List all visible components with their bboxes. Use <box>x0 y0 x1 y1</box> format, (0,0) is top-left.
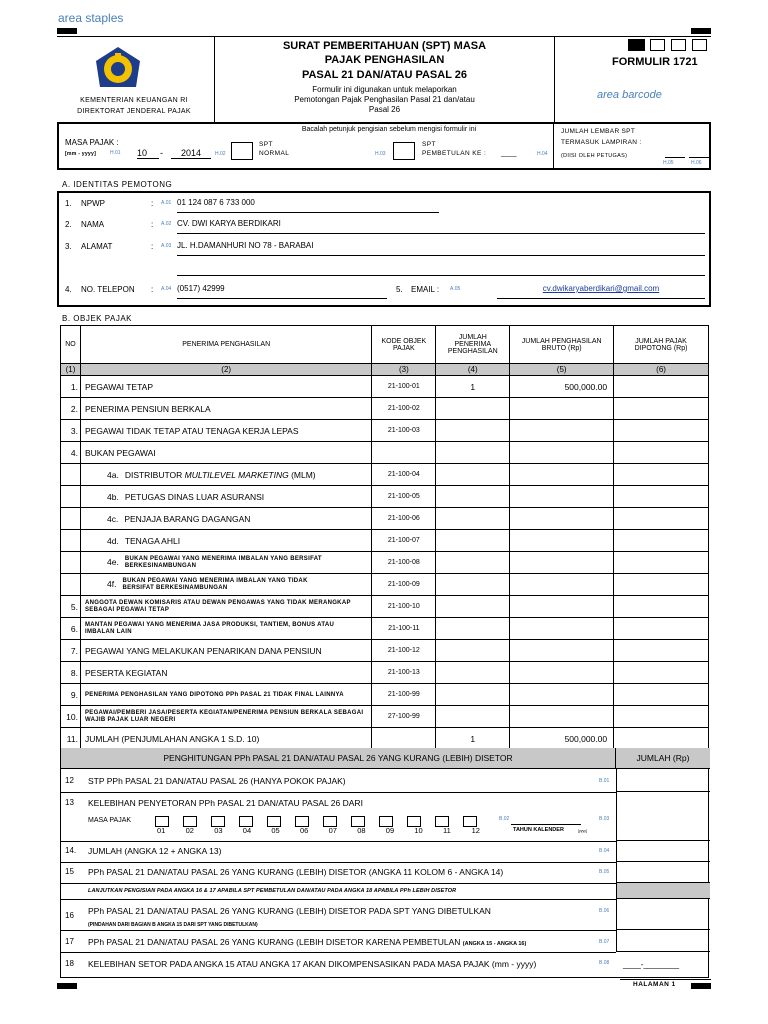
masa-pajak-label: MASA PAJAK : <box>65 138 119 147</box>
row-number: 2. <box>65 220 72 229</box>
kode-objek-pajak: 21-100-12 <box>372 640 436 662</box>
jumlah-penerima-cell[interactable] <box>436 464 510 486</box>
row-17-text: PPh PASAL 21 DAN/ATAU PASAL 26 YANG KURANG (LEBIH DISETOR KARENA PEMBETULAN <box>88 937 461 947</box>
kode-objek-pajak: 21-100-11 <box>372 618 436 640</box>
jumlah-penerima-cell[interactable] <box>436 552 510 574</box>
pajak-cell[interactable] <box>614 530 709 552</box>
kode-objek-pajak: 27-100-99 <box>372 706 436 728</box>
bruto-cell[interactable] <box>510 486 614 508</box>
gray-cell <box>616 883 710 899</box>
masa-format: [mm - yyyy] <box>65 151 97 157</box>
corner-mark <box>57 983 77 989</box>
page-marker <box>671 39 686 51</box>
row-number: 9. <box>61 684 81 706</box>
row-number: 1. <box>65 199 72 208</box>
description-text: TENAGA AHLI <box>124 535 181 546</box>
row-number <box>61 530 81 552</box>
code-label: B.06 <box>599 908 610 914</box>
bruto-cell[interactable]: 500,000.00 <box>510 728 614 750</box>
row-number <box>61 574 81 596</box>
table-row <box>61 728 709 750</box>
row-number: 16 <box>65 911 74 920</box>
kode-objek-pajak: 21-100-09 <box>372 574 436 596</box>
jumlah-penerima-cell[interactable] <box>436 706 510 728</box>
row-15-value[interactable] <box>616 862 710 883</box>
page-marker <box>692 39 707 51</box>
code-label: A.02 <box>161 221 172 227</box>
spt-normal-checkbox[interactable] <box>231 142 253 160</box>
description-text: BUKAN PEGAWAI YANG MENERIMA IMBALAN YANG BERSIFAT BERKESINAMBUNGAN <box>124 555 322 569</box>
npwp-label: NPWP <box>81 199 105 208</box>
jumlah-penerima-cell[interactable]: 1 <box>436 728 510 750</box>
kode-objek-pajak: 21-100-06 <box>372 508 436 530</box>
col-number: (5) <box>510 364 614 376</box>
row-17-note: (ANGKA 15 - ANGKA 16) <box>462 941 527 947</box>
telepon-label: NO. TELEPON <box>81 285 135 294</box>
description-text: PENERIMA PENGHASILAN YANG DIPOTONG PPh PASAL 21 TIDAK FINAL LAINNYA <box>84 691 344 698</box>
pajak-cell[interactable] <box>614 398 709 420</box>
bruto-cell[interactable] <box>510 420 614 442</box>
alamat-label: ALAMAT <box>81 242 113 251</box>
description-text: PEGAWAI/PEMBERI JASA/PESERTA KEGIATAN/PENERIMA PENSIUN BERKALA SEBAGAI WAJIB PAJAK LUAR NEGERI <box>84 709 364 723</box>
row-description <box>80 486 371 508</box>
col-number: (6) <box>614 364 709 376</box>
penghitungan-section <box>60 748 709 978</box>
page-marker-filled <box>628 39 645 51</box>
kode-objek-pajak: 21-100-13 <box>372 662 436 684</box>
code-label: H.04 <box>537 151 548 157</box>
description-text: BUKAN PEGAWAI <box>84 447 156 458</box>
kode-objek-pajak: 21-100-08 <box>372 552 436 574</box>
table-row <box>61 508 709 530</box>
description-text: PEGAWAI TETAP <box>84 381 153 392</box>
kode-objek-pajak <box>372 728 436 750</box>
jumlah-rp-header: JUMLAH (Rp) <box>616 748 710 769</box>
kode-objek-pajak: 21-100-04 <box>372 464 436 486</box>
pajak-cell[interactable] <box>614 684 709 706</box>
row-number: 5. <box>61 596 81 618</box>
row-number: 7. <box>61 640 81 662</box>
code-label: B.03 <box>599 816 610 822</box>
description-text: PETUGAS DINAS LUAR ASURANSI <box>124 491 265 502</box>
col-header: NO <box>61 326 81 364</box>
jumlah-penerima-cell[interactable] <box>436 640 510 662</box>
colon: : <box>151 220 154 229</box>
row-description <box>80 640 371 662</box>
code-label: B.08 <box>599 960 610 966</box>
row-16-note: (PINDAHAN DARI BAGIAN B ANGKA 15 DARI SPT YANG DIBETULKAN) <box>88 922 258 928</box>
npwp-field[interactable]: 01 124 087 6 733 000 <box>177 198 439 213</box>
col-number: (4) <box>436 364 510 376</box>
pajak-cell[interactable] <box>614 728 709 750</box>
row-number <box>61 464 81 486</box>
nama-label: NAMA <box>81 220 105 229</box>
row-16-label: PPh PASAL 21 DAN/ATAU PASAL 26 YANG KURANG (LEBIH) DISETOR PADA SPT YANG DIBETULKAN <box>88 906 491 916</box>
bruto-cell[interactable]: 500,000.00 <box>510 376 614 398</box>
table-row <box>61 574 709 596</box>
row-14-label: JUMLAH (ANGKA 12 + ANGKA 13) <box>88 846 222 856</box>
jumlah-penerima-cell[interactable] <box>436 684 510 706</box>
separator: - <box>160 148 163 158</box>
row-13-label: KELEBIHAN PENYETORAN PPh PASAL 21 DAN/ATAU PASAL 26 DARI <box>88 798 363 808</box>
code-label: H.06 <box>691 160 702 166</box>
jumlah-penerima-cell[interactable]: 1 <box>436 376 510 398</box>
alamat-field-line-2[interactable] <box>177 261 705 276</box>
month-label: 09 <box>385 826 395 835</box>
code-label: B.02 <box>499 816 510 822</box>
area-barcode-label: area barcode <box>597 89 662 101</box>
jumlah-lembar-label-2: TERMASUK LAMPIRAN : <box>561 139 642 146</box>
table-row <box>61 706 709 728</box>
row-description <box>80 618 371 640</box>
corner-mark <box>57 28 77 34</box>
code-label: A.01 <box>161 200 172 206</box>
description-text: PESERTA KEGIATAN <box>84 667 168 678</box>
jumlah-lembar-label: JUMLAH LEMBAR SPT <box>561 128 636 135</box>
form-subtitle: Formulir ini digunakan untuk melaporkan <box>312 85 457 94</box>
row-number: 14. <box>65 846 77 855</box>
code-label: H.01 <box>110 150 121 156</box>
row-number: 2. <box>61 398 81 420</box>
description-text: PEGAWAI YANG MELAKUKAN PENARIKAN DANA PENSIUN <box>84 645 322 656</box>
sub-number: 4c. <box>106 513 119 524</box>
kode-objek-pajak: 21-100-05 <box>372 486 436 508</box>
row-number: 3. <box>65 242 72 251</box>
spt-label: SPT <box>422 141 436 148</box>
sub-number: 4d. <box>106 535 119 546</box>
month-label: 12 <box>471 826 480 835</box>
form-title-3: PASAL 21 DAN/ATAU PASAL 26 <box>301 69 468 81</box>
masa-pajak-label: MASA PAJAK <box>88 817 132 824</box>
jumlah-penerima-cell[interactable] <box>436 662 510 684</box>
description-text: ANGGOTA DEWAN KOMISARIS ATAU DEWAN PENGAWAS YANG TIDAK MERANGKAP SEBAGAI PEGAWAI TETAP <box>84 599 351 613</box>
row-description <box>80 376 371 398</box>
description-text: PEGAWAI TIDAK TETAP ATAU TENAGA KERJA LEPAS <box>84 425 299 436</box>
yyyy-format: [yyyy] <box>578 829 587 833</box>
bruto-cell[interactable] <box>510 640 614 662</box>
section-a-title: A. IDENTITAS PEMOTONG <box>62 180 173 189</box>
masa-month[interactable]: 10 <box>137 148 159 159</box>
pajak-cell[interactable] <box>614 552 709 574</box>
row-16-value[interactable] <box>616 899 710 930</box>
row-number: 13 <box>65 798 74 807</box>
page-number: HALAMAN 1 <box>633 981 676 988</box>
code-label: A.05 <box>450 286 461 292</box>
colon: : <box>151 199 154 208</box>
spt-pembetulan-checkbox[interactable] <box>393 142 415 160</box>
form-subtitle-2: Pemotongan Pajak Penghasilan Pasal 21 dan/atau <box>294 95 475 104</box>
month-label: 08 <box>357 826 366 835</box>
row-number: 8. <box>61 662 81 684</box>
ministry: KEMENTERIAN KEUANGAN RI <box>80 97 188 104</box>
bruto-cell[interactable] <box>510 464 614 486</box>
col-number: (2) <box>80 364 371 376</box>
bruto-cell[interactable] <box>510 508 614 530</box>
row-18-label: KELEBIHAN SETOR PADA ANGKA 15 ATAU ANGKA 17 AKAN DIKOMPENSASIKAN PADA MASA PAJAK (mm - yyyy) <box>88 959 537 969</box>
description-text: MANTAN PEGAWAI YANG MENERIMA JASA PRODUKSI, TANTIEM, BONUS ATAU IMBALAN LAIN <box>84 621 335 635</box>
code-label: B.05 <box>599 869 610 875</box>
pajak-cell[interactable] <box>614 574 709 596</box>
code-label: B.07 <box>599 939 610 945</box>
row-description <box>80 662 371 684</box>
row-18-value[interactable]: ____-________ <box>623 960 680 969</box>
row-description <box>80 728 371 750</box>
month-label: 03 <box>214 826 223 835</box>
telepon-field[interactable]: (0517) 42999 <box>177 284 387 299</box>
instruction-text: Bacalah petunjuk pengisian sebelum mengisi formulir ini <box>301 126 477 133</box>
row-description <box>80 530 371 552</box>
code-label: B.04 <box>599 848 610 854</box>
row-description <box>80 420 371 442</box>
bruto-cell[interactable] <box>510 662 614 684</box>
row-number: 17 <box>65 937 74 946</box>
kode-objek-pajak: 21-100-03 <box>372 420 436 442</box>
pajak-cell[interactable] <box>614 706 709 728</box>
month-label: 06 <box>300 826 309 835</box>
bruto-cell[interactable] <box>510 684 614 706</box>
row-number <box>61 552 81 574</box>
month-label: 01 <box>157 826 166 835</box>
tahun-kalender-label: TAHUN KALENDER <box>513 827 564 833</box>
email-field[interactable]: cv.dwikaryaberdikari@gmail.com <box>497 284 705 299</box>
pajak-cell[interactable] <box>614 508 709 530</box>
code-label: B.01 <box>599 778 610 784</box>
masa-pajak-block <box>57 122 711 170</box>
jumlah-penerima-cell[interactable] <box>436 442 510 464</box>
description-text: DISTRIBUTOR <box>124 469 185 480</box>
penghitungan-header: PENGHITUNGAN PPh PASAL 21 DAN/ATAU PASAL 26 YANG KURANG (LEBIH) DISETOR <box>61 748 616 769</box>
jumlah-penerima-cell[interactable] <box>436 574 510 596</box>
kode-objek-pajak: 21-100-02 <box>372 398 436 420</box>
col-number: (1) <box>61 364 81 376</box>
code-label: A.04 <box>161 286 172 292</box>
row-number: 11. <box>61 728 81 750</box>
table-row <box>61 618 709 640</box>
col-header: JUMLAH PENGHASILAN BRUTO (Rp) <box>510 326 614 364</box>
month-label: 07 <box>328 826 337 835</box>
corner-mark <box>691 983 711 989</box>
colon: : <box>151 242 154 251</box>
spt-label: SPT <box>259 141 273 148</box>
table-row <box>61 486 709 508</box>
jumlah-penerima-cell[interactable] <box>436 508 510 530</box>
masa-pajak-boxes <box>155 813 491 831</box>
jumlah-penerima-cell[interactable] <box>436 398 510 420</box>
logo-icon <box>92 45 144 93</box>
form-number: FORMULIR 1721 <box>612 56 698 68</box>
form-title: SURAT PEMBERITAHUAN (SPT) MASA <box>282 40 487 52</box>
pembetulan-field[interactable]: ____ <box>501 150 517 157</box>
month-label: 10 <box>414 826 423 835</box>
alamat-field[interactable]: JL. H.DAMANHURI NO 78 - BARABAI <box>177 241 705 256</box>
row-number: 1. <box>61 376 81 398</box>
row-description <box>80 574 371 596</box>
form-subtitle-3: Pasal 26 <box>368 105 401 114</box>
table-row <box>61 530 709 552</box>
row-13-value[interactable] <box>616 792 710 841</box>
kode-objek-pajak: 21-100-99 <box>372 684 436 706</box>
row-17-value[interactable] <box>616 930 710 952</box>
table-row <box>61 552 709 574</box>
directorate: DIREKTORAT JENDERAL PAJAK <box>77 108 191 115</box>
pajak-cell[interactable] <box>614 376 709 398</box>
pajak-cell[interactable] <box>614 640 709 662</box>
bruto-cell[interactable] <box>510 706 614 728</box>
row-number: 4. <box>61 442 81 464</box>
row-number: 10. <box>61 706 81 728</box>
table-row <box>61 376 709 398</box>
row-number <box>61 508 81 530</box>
row-number: 6. <box>61 618 81 640</box>
pajak-cell[interactable] <box>614 420 709 442</box>
kode-objek-pajak: 21-100-07 <box>372 530 436 552</box>
bruto-cell[interactable] <box>510 596 614 618</box>
row-description <box>80 596 371 618</box>
row-number: 3. <box>61 420 81 442</box>
jumlah-penerima-cell[interactable] <box>436 530 510 552</box>
jumlah-penerima-cell[interactable] <box>436 618 510 640</box>
pajak-cell[interactable] <box>614 486 709 508</box>
table-row <box>61 684 709 706</box>
description-text: PENJAJA BARANG DAGANGAN <box>124 513 251 524</box>
table-row <box>61 398 709 420</box>
header <box>57 36 711 122</box>
sub-number: 4e. <box>106 556 119 567</box>
normal-label: NORMAL <box>259 150 290 157</box>
pajak-cell[interactable] <box>614 442 709 464</box>
row-number: 18 <box>65 959 74 968</box>
masa-year[interactable]: 2014 <box>171 148 211 159</box>
jumlah-penerima-cell[interactable] <box>436 486 510 508</box>
row-description <box>80 464 371 486</box>
col-number: (3) <box>372 364 436 376</box>
row-number: 4. <box>65 285 72 294</box>
objek-pajak-table <box>60 325 709 750</box>
petugas-note: (DIISI OLEH PETUGAS) <box>561 153 628 159</box>
month-label: 11 <box>443 826 451 835</box>
bruto-cell[interactable] <box>510 530 614 552</box>
bruto-cell[interactable] <box>510 618 614 640</box>
code-label: H.05 <box>663 160 674 166</box>
identitas-pemotong <box>57 191 711 307</box>
sub-number: 4a. <box>106 469 119 480</box>
page-marker <box>650 39 665 51</box>
row-17-label <box>88 937 526 947</box>
table-row <box>61 640 709 662</box>
description-text: MULTILEVEL MARKETING <box>184 469 289 480</box>
kode-objek-pajak <box>372 442 436 464</box>
pajak-cell[interactable] <box>614 662 709 684</box>
col-header: JUMLAH PENERIMA PENGHASILAN <box>436 326 510 364</box>
code-label: A.03 <box>161 243 172 249</box>
row-description <box>80 552 371 574</box>
table-row <box>61 662 709 684</box>
pajak-cell[interactable] <box>614 618 709 640</box>
row-number: 15 <box>65 867 74 876</box>
sub-number: 4b. <box>106 491 119 502</box>
row-number <box>61 486 81 508</box>
area-staples-label: area staples <box>58 11 124 25</box>
table-row <box>61 442 709 464</box>
row-description <box>80 398 371 420</box>
section-b-title: B. OBJEK PAJAK <box>62 314 132 323</box>
row-14-value[interactable] <box>616 841 710 862</box>
lanjutkan-note: LANJUTKAN PENGISIAN PADA ANGKA 16 & 17 APABILA SPT PEMBETULAN DAN/ATAU PADA ANGKA 18 APABILA PPh LEBIH DISETOR <box>88 888 457 894</box>
row-description <box>80 442 371 464</box>
pajak-cell[interactable] <box>614 596 709 618</box>
description-text: BUKAN PEGAWAI YANG MENERIMA IMBALAN YANG TIDAK BERSIFAT BERKESINAMBUNGAN <box>122 577 308 591</box>
colon: : <box>151 285 154 294</box>
month-label: 05 <box>271 826 280 835</box>
jumlah-penerima-cell[interactable] <box>436 420 510 442</box>
description-text: PENERIMA PENSIUN BERKALA <box>84 403 211 414</box>
table-row <box>61 464 709 486</box>
row-12-value[interactable] <box>616 769 710 792</box>
month-label: 02 <box>185 826 194 835</box>
table-row <box>61 596 709 618</box>
bruto-cell[interactable] <box>510 398 614 420</box>
row-description <box>80 684 371 706</box>
row-description <box>80 508 371 530</box>
row-description <box>80 706 371 728</box>
row-15-label: PPh PASAL 21 DAN/ATAU PASAL 26 YANG KURANG (LEBIH) DISETOR (ANGKA 11 KOLOM 6 - ANGKA 14) <box>88 867 504 877</box>
corner-mark <box>691 28 711 34</box>
bruto-cell[interactable] <box>510 552 614 574</box>
sub-number: 4f. <box>106 578 117 589</box>
pajak-cell[interactable] <box>614 464 709 486</box>
form-title-2: PAJAK PENGHASILAN <box>324 54 445 66</box>
row-number: 5. <box>396 285 403 294</box>
bruto-cell[interactable] <box>510 574 614 596</box>
kode-objek-pajak: 21-100-01 <box>372 376 436 398</box>
row-number: 12 <box>65 776 74 785</box>
description-text: (MLM) <box>288 469 316 480</box>
code-label: H.03 <box>375 151 386 157</box>
kode-objek-pajak: 21-100-10 <box>372 596 436 618</box>
jumlah-penerima-cell[interactable] <box>436 596 510 618</box>
pembetulan-label: PEMBETULAN KE : <box>422 150 487 157</box>
col-header: KODE OBJEK PAJAK <box>372 326 436 364</box>
table-row <box>61 420 709 442</box>
email-label: EMAIL : <box>411 285 440 294</box>
col-header: PENERIMA PENGHASILAN <box>80 326 371 364</box>
code-label: H.02 <box>215 151 226 157</box>
month-label: 04 <box>242 826 252 835</box>
bruto-cell[interactable] <box>510 442 614 464</box>
nama-field[interactable]: CV. DWI KARYA BERDIKARI <box>177 219 705 234</box>
col-header: JUMLAH PAJAK DIPOTONG (Rp) <box>614 326 709 364</box>
description-text: JUMLAH (PENJUMLAHAN ANGKA 1 S.D. 10) <box>84 733 260 744</box>
row-12-label: STP PPh PASAL 21 DAN/ATAU PASAL 26 (HANYA POKOK PAJAK) <box>88 776 346 786</box>
